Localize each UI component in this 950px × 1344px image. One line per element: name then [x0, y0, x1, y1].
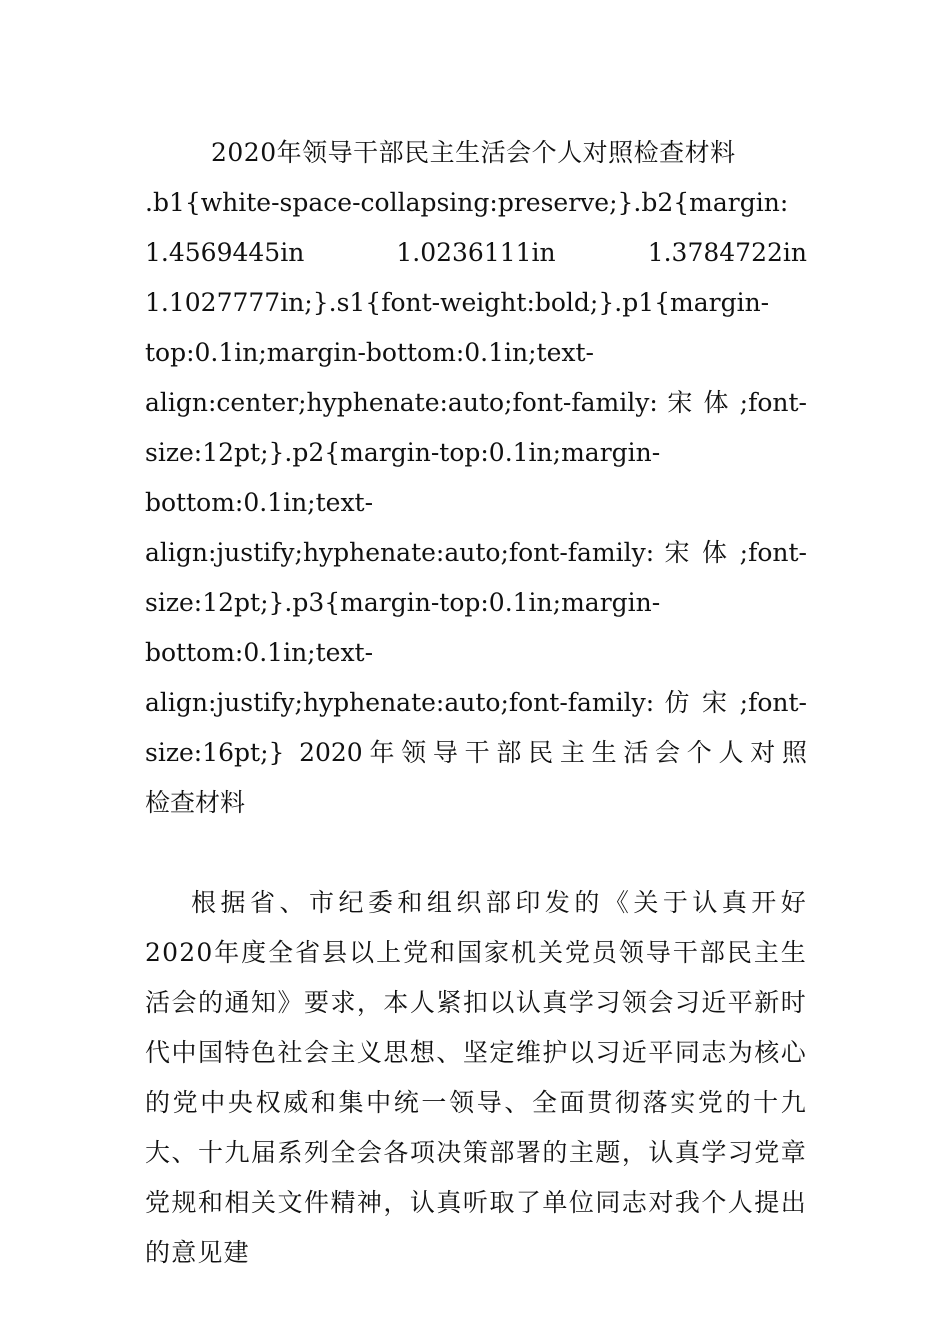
css-line: top:0.1in;margin-bottom:0.1in;text- — [145, 338, 594, 367]
css-line: 检查材料 — [145, 788, 246, 817]
body-paragraph: 根据省、市纪委和组织部印发的《关于认真开好2020年度全省县以上党和国家机关党员领导干部民主生活会的通知》要求，本人紧扣以认真学习领会习近平新时代中国特色社会主义思想、坚定维护以习近平同志为核心的党中央权威和集中统一领导、全面贯彻落实党的十九大、十九届系列全会各项决策部署的主题，认真学习党章党规和相关文件精神，认真听取了单位同志对我个人提出的意见建 — [145, 888, 807, 1267]
css-line: align:justify;hyphenate:auto;font-family: 仿 宋 ;font- — [145, 688, 807, 717]
css-line: bottom:0.1in;text- — [145, 638, 374, 667]
css-line: size:16pt;} 2020年领导干部民主生活会个人对照 — [145, 738, 807, 767]
css-line: align:center;hyphenate:auto;font-family: 宋 体 ;font- — [145, 388, 807, 417]
css-code-text — [145, 178, 807, 828]
css-line: 1.1027777in;}.s1{font-weight:bold;}.p1{margin- — [145, 288, 770, 317]
paragraph-gap — [145, 828, 807, 878]
css-line: 1.4569445in 1.0236111in 1.3784722in — [145, 238, 807, 267]
css-line: align:justify;hyphenate:auto;font-family: 宋 体 ;font- — [145, 538, 807, 567]
css-line: size:12pt;}.p3{margin-top:0.1in;margin- — [145, 588, 661, 617]
css-line: size:12pt;}.p2{margin-top:0.1in;margin- — [145, 438, 661, 467]
css-line: bottom:0.1in;text- — [145, 488, 374, 517]
document-title: 2020年领导干部民主生活会个人对照检查材料 — [211, 138, 736, 167]
document-page — [145, 128, 807, 1278]
css-line: .b1{white-space-collapsing:preserve;}.b2{margin: — [145, 188, 789, 217]
